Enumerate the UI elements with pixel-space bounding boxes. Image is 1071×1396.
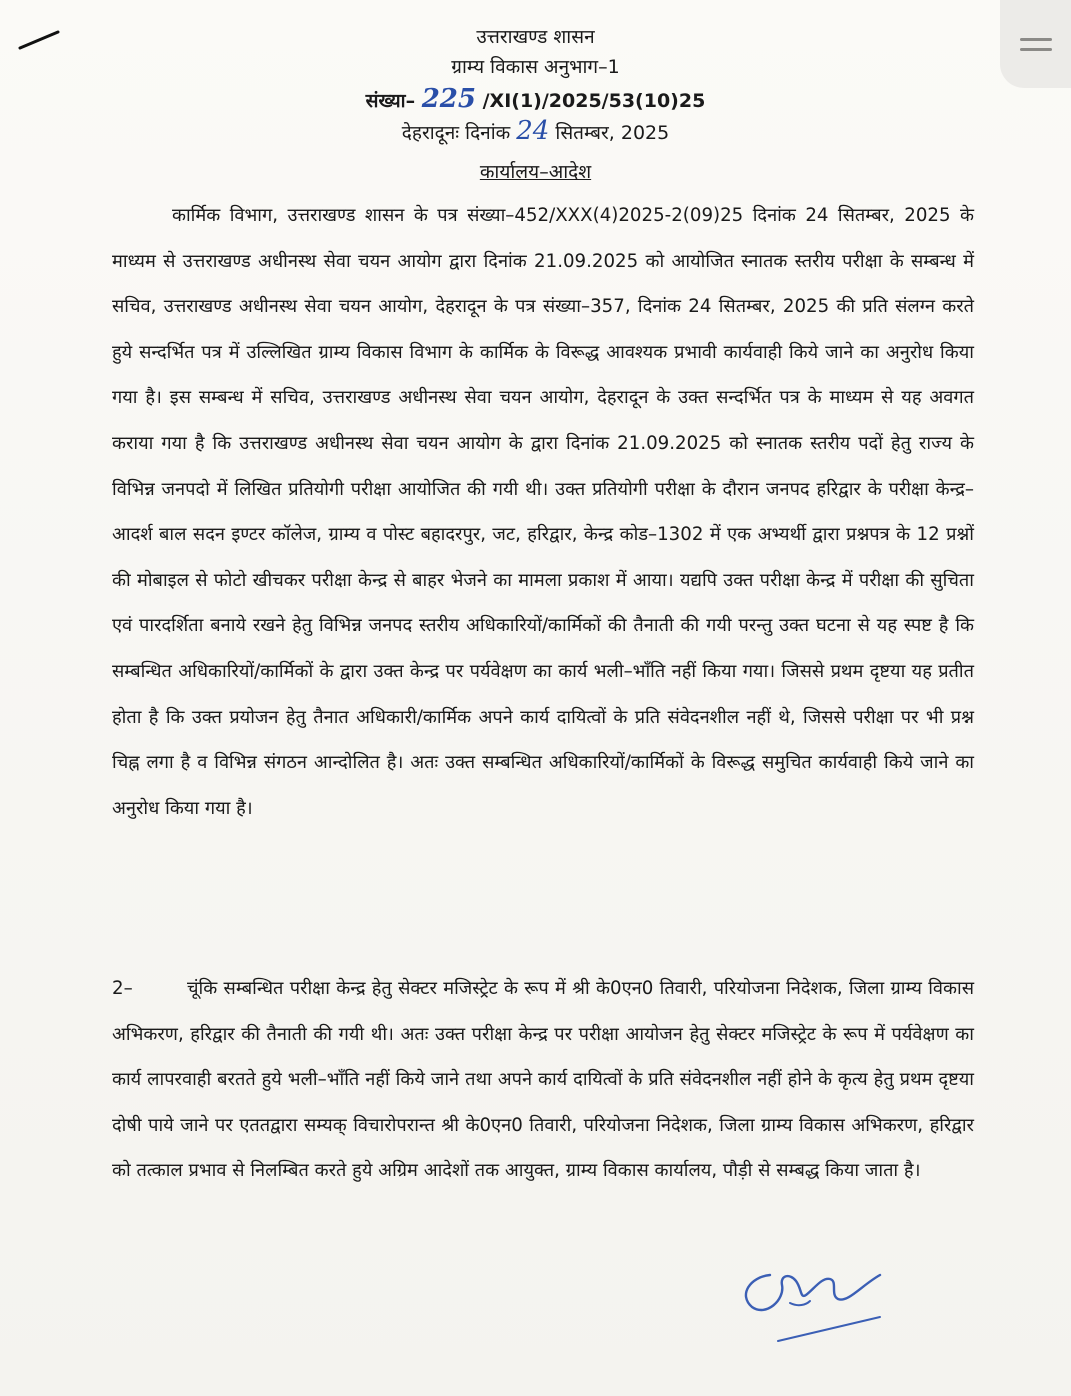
document-title: कार्यालय–आदेश (479, 161, 592, 183)
date-suffix: सितम्बर, 2025 (555, 122, 670, 144)
reference-suffix: /XI(1)/2025/53(10)25 (482, 90, 706, 112)
reference-number (0, 84, 1071, 116)
place-date (0, 116, 1071, 148)
paragraph-number: 2– (112, 978, 133, 999)
paragraph-2-text: चूंकि सम्बन्धित परीक्षा केन्द्र हेतु सेक्टर मजिस्ट्रेट के रूप में श्री के0एन0 तिवारी, परियोजना निदेशक, जिला ग्राम्य विकास अभिकरण, हरिद्वार की तैनाती की गयी थी। अतः उक्त परीक्षा केन्द्र पर परीक्षा आयोजन हेतु सेक्टर मजिस्ट्रेट के रूप में पर्यवेक्षण का कार्य लापरवाही बरतते हुये भली–भाँति नहीं किये जाने तथा अपने कार्य दायित्वों के प्रति संवेदनशील नहीं होने के कृत्य हेतु प्रथम दृष्टया दोषी पाये जाने पर एततद्वारा सम्यक् विचारोपरान्त श्री के0एन0 तिवारी, परियोजना निदेशक, जिला ग्राम्य विकास अभिकरण, हरिद्वार को तत्काल प्रभाव से निलम्बित करते हुये अग्रिम आदेशों तक आयुक्त, ग्राम्य विकास कार्यालय, पौड़ी से सम्बद्ध किया जाता है। (112, 978, 974, 1182)
government-heading: उत्तराखण्ड शासन (476, 26, 595, 48)
handwritten-day: 24 (516, 116, 550, 146)
reference-prefix: संख्या– (365, 90, 416, 112)
date-prefix: देहरादूनः दिनांक (401, 122, 511, 144)
handwritten-number: 225 (421, 84, 476, 114)
department-section: ग्राम्य विकास अनुभाग–1 (451, 56, 620, 78)
paragraph-1: कार्मिक विभाग, उत्तराखण्ड शासन के पत्र संख्या–452/XXX(4)2025-2(09)25 दिनांक 24 सितम्बर, 2025 के माध्यम से उत्तराखण्ड अधीनस्थ सेवा चयन आयोग द्वारा दिनांक 21.09.2025 को आयोजित स्नातक स्तरीय परीक्षा के सम्बन्ध में सचिव, उत्तराखण्ड अधीनस्थ सेवा चयन आयोग, देहरादून के पत्र संख्या–357, दिनांक 24 सितम्बर, 2025 की प्रति संलग्न करते हुये सन्दर्भित पत्र में उल्लिखित ग्राम्य विकास विभाग के कार्मिक के विरूद्ध आवश्यक प्रभावी कार्यवाही किये जाने का अनुरोध किया गया है। इस सम्बन्ध में सचिव, उत्तराखण्ड अधीनस्थ सेवा चयन आयोग, देहरादून के उक्त सन्दर्भित पत्र के माध्यम से यह अवगत कराया गया है कि उत्तराखण्ड अधीनस्थ सेवा चयन आयोग के द्वारा दिनांक 21.09.2025 को स्नातक स्तरीय पदों हेतु राज्य के विभिन्न जनपदो में लिखित प्रतियोगी परीक्षा आयोजित की गयी थी। उक्त प्रतियोगी परीक्षा के दौरान जनपद हरिद्वार के परीक्षा केन्द्र–आदर्श बाल सदन इण्टर कॉलेज, ग्राम्य व पोस्ट बहादरपुर, जट, हरिद्वार, केन्द्र कोड–1302 में एक अभ्यर्थी द्वारा प्रश्नपत्र के 12 प्रश्नों की मोबाइल से फोटो खीचकर परीक्षा केन्द्र से बाहर भेजने का मामला प्रकाश में आया। यद्यपि उक्त परीक्षा केन्द्र में परीक्षा की सुचिता एवं पारदर्शिता बनाये रखने हेतु विभिन्न जनपद स्तरीय अधिकारियों/कार्मिकों की तैनाती की गयी परन्तु उक्त घटना से यह स्पष्ट है कि सम्बन्धित अधिकारियों/कार्मिकों के द्वारा उक्त केन्द्र पर पर्यवेक्षण का कार्य भली–भाँति नहीं किया गया। जिससे प्रथम दृष्टया यह प्रतीत होता है कि उक्त प्रयोजन हेतु तैनात अधिकारी/कार्मिक अपने कार्य दायित्वों के प्रति संवेदनशील नहीं थे, जिससे परीक्षा पर भी प्रश्न चिह्न लगा है व विभिन्न संगठन आन्दोलित है। अतः उक्त सम्बन्धित अधिकारियों/कार्मिकों के विरूद्ध समुचित कार्यवाही किये जाने का अनुरोध किया गया है। (112, 205, 974, 819)
paragraph-2 (112, 966, 974, 1194)
signature-mark (730, 1255, 890, 1345)
